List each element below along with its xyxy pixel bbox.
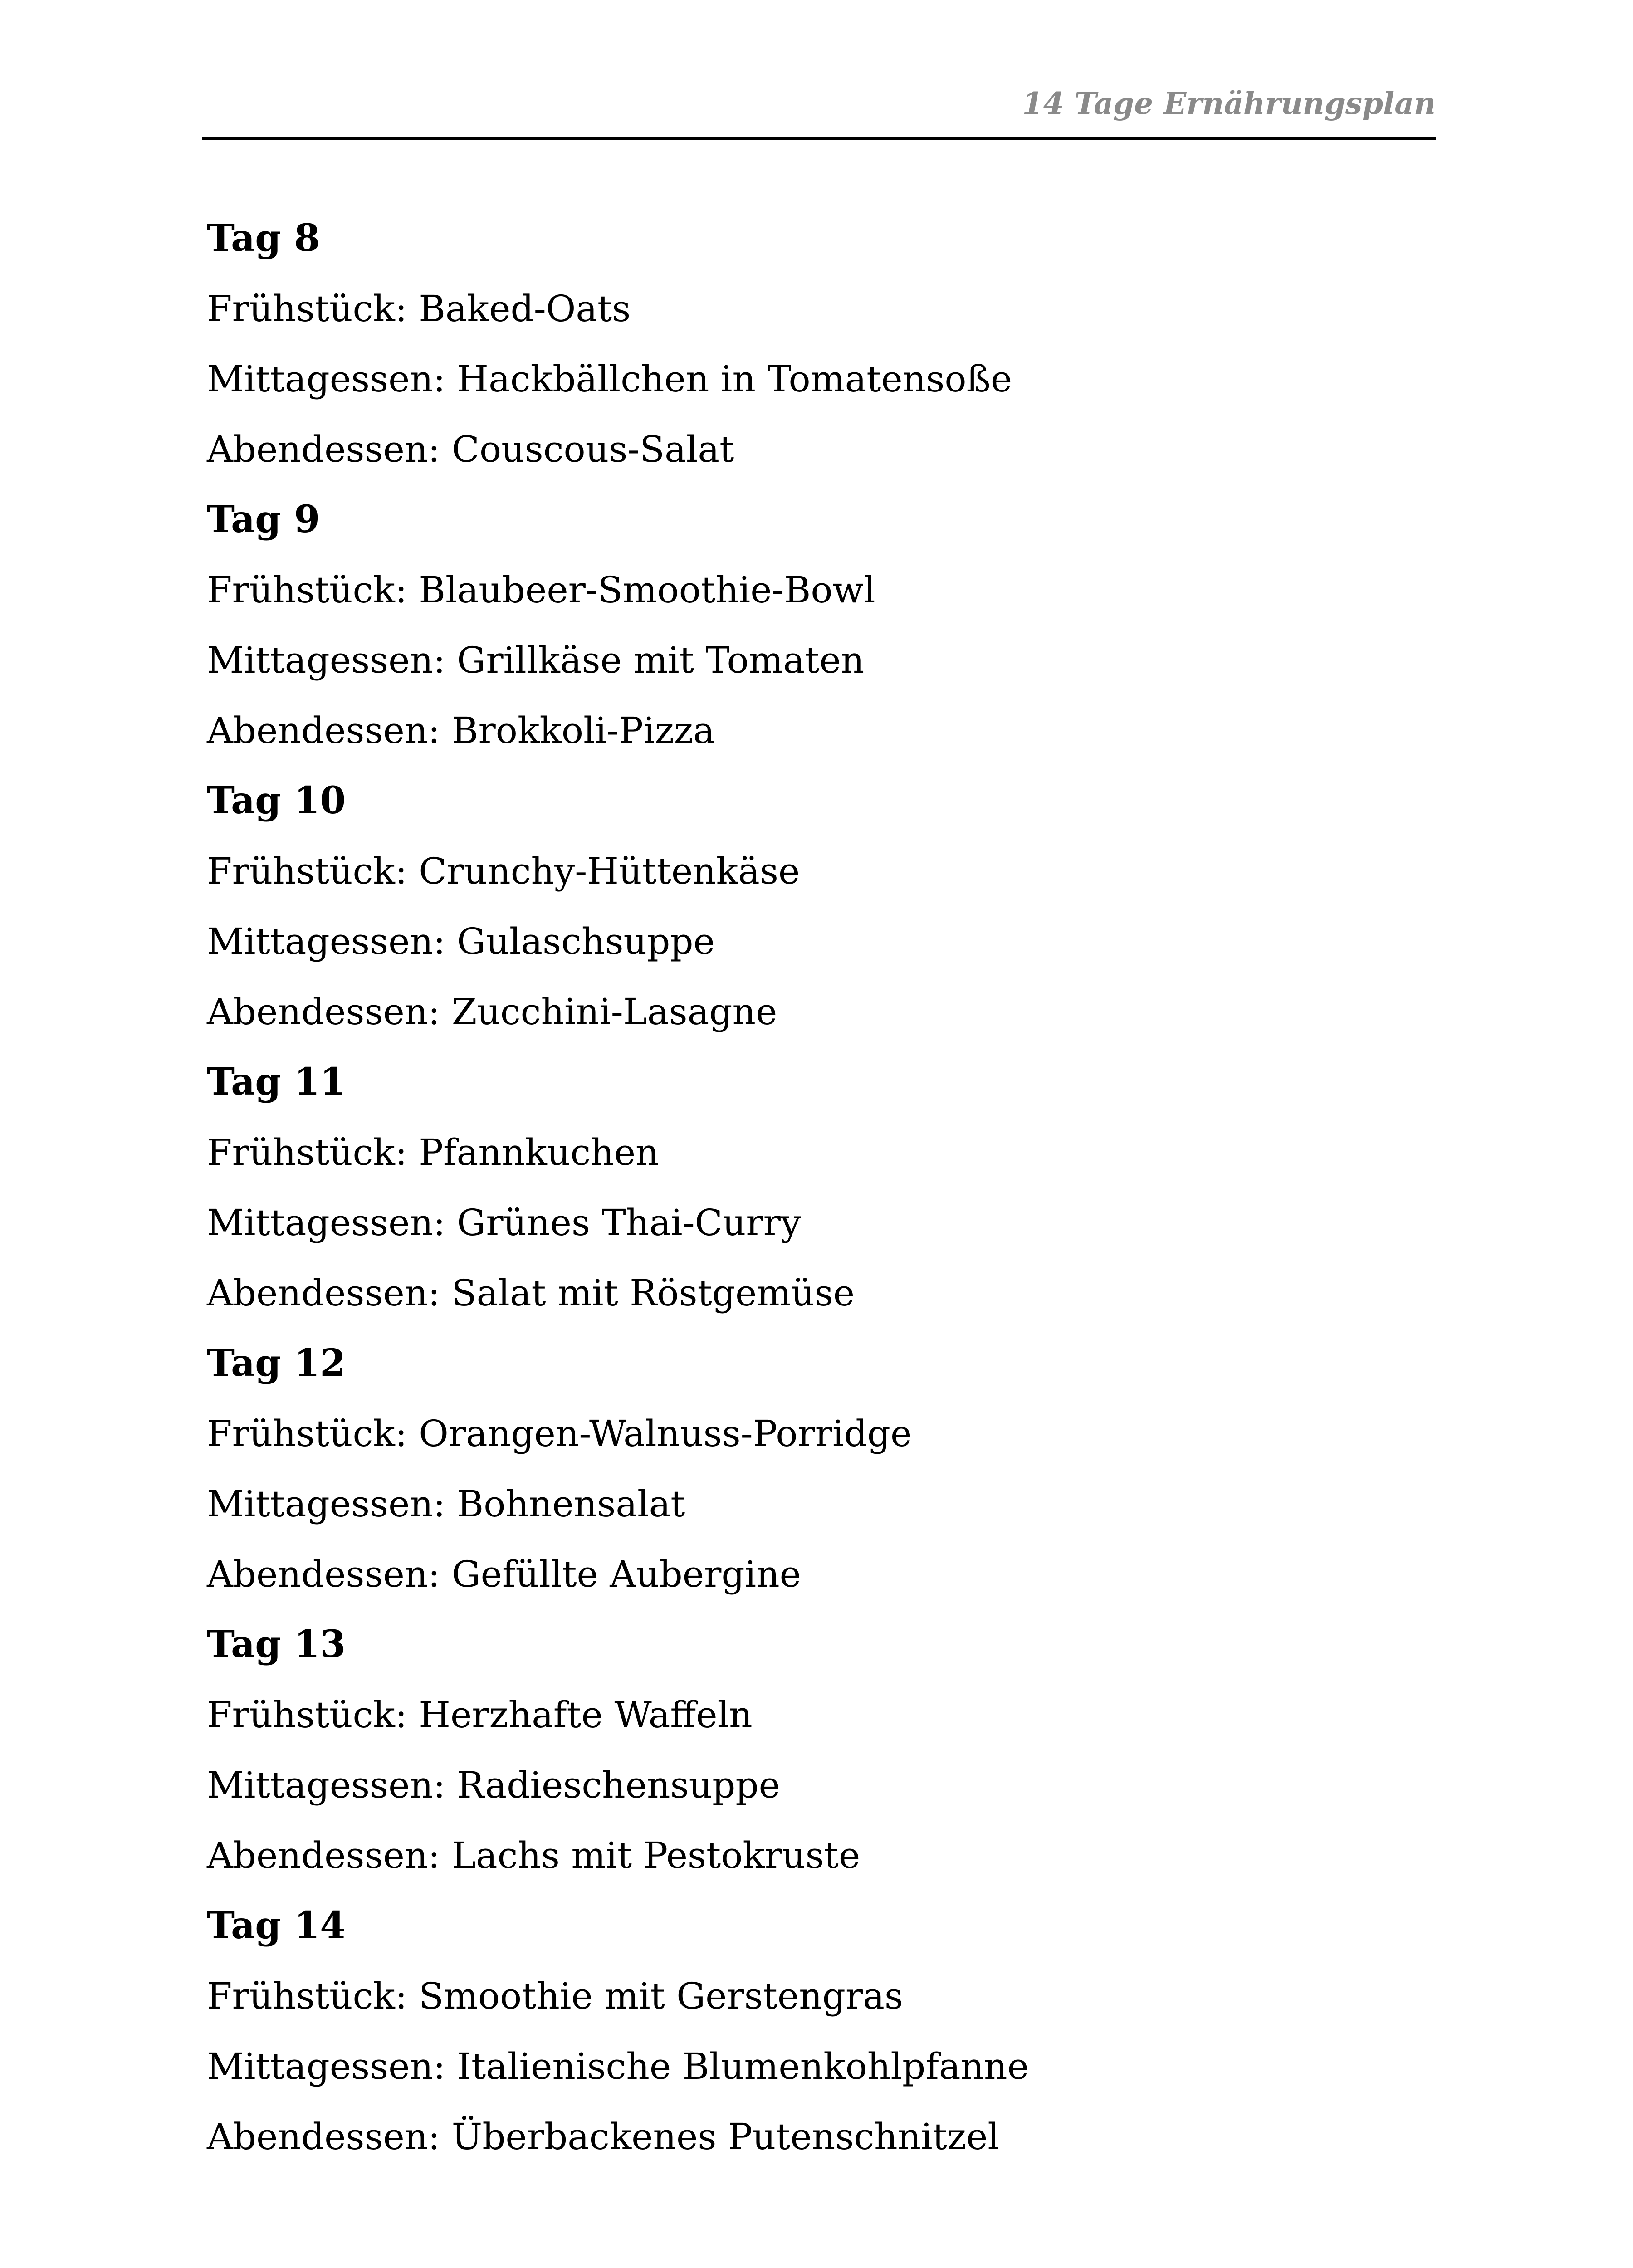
breakfast-line: Frühstück: Herzhafte Waffeln xyxy=(207,1694,753,1736)
breakfast-line: Frühstück: Orangen-Walnuss-Porridge xyxy=(207,1413,912,1455)
lunch-line: Mittagessen: Bohnensalat xyxy=(207,1483,685,1525)
dinner-line: Abendessen: Zucchini-Lasagne xyxy=(207,991,777,1033)
day-section xyxy=(207,1047,1427,1328)
meal-plan xyxy=(207,203,1427,2172)
day-title: Tag 8 xyxy=(207,216,320,260)
dinner-line: Abendessen: Brokkoli-Pizza xyxy=(207,709,715,752)
dinner-line: Abendessen: Lachs mit Pestokruste xyxy=(207,1834,861,1877)
dinner-line: Abendessen: Salat mit Röstgemüse xyxy=(207,1272,855,1314)
lunch-line: Mittagessen: Italienische Blumenkohlpfanne xyxy=(207,2045,1029,2087)
header-rule xyxy=(202,137,1436,140)
day-section xyxy=(207,766,1427,1047)
running-header: 14 Tage Ernährungsplan xyxy=(1022,86,1436,121)
breakfast-line: Frühstück: Blaubeer-Smoothie-Bowl xyxy=(207,569,875,611)
breakfast-line: Frühstück: Smoothie mit Gerstengras xyxy=(207,1975,903,2017)
day-title: Tag 11 xyxy=(207,1060,346,1104)
day-title: Tag 14 xyxy=(207,1904,346,1947)
dinner-line: Abendessen: Überbackenes Putenschnitzel xyxy=(207,2116,999,2158)
day-section xyxy=(207,1891,1427,2172)
dinner-line: Abendessen: Couscous-Salat xyxy=(207,428,734,470)
breakfast-line: Frühstück: Baked-Oats xyxy=(207,288,631,330)
lunch-line: Mittagessen: Grillkäse mit Tomaten xyxy=(207,639,865,681)
day-section xyxy=(207,203,1427,484)
breakfast-line: Frühstück: Pfannkuchen xyxy=(207,1131,659,1173)
day-title: Tag 12 xyxy=(207,1341,346,1385)
breakfast-line: Frühstück: Crunchy-Hüttenkäse xyxy=(207,850,800,892)
lunch-line: Mittagessen: Hackbällchen in Tomatensoße xyxy=(207,358,1012,400)
day-section xyxy=(207,1609,1427,1891)
day-title: Tag 13 xyxy=(207,1623,346,1666)
lunch-line: Mittagessen: Gulaschsuppe xyxy=(207,920,715,963)
day-section xyxy=(207,484,1427,766)
day-section xyxy=(207,1328,1427,1609)
day-title: Tag 10 xyxy=(207,779,346,822)
day-title: Tag 9 xyxy=(207,498,320,541)
lunch-line: Mittagessen: Grünes Thai-Curry xyxy=(207,1202,802,1244)
lunch-line: Mittagessen: Radieschensuppe xyxy=(207,1764,780,1806)
dinner-line: Abendessen: Gefüllte Aubergine xyxy=(207,1553,801,1595)
